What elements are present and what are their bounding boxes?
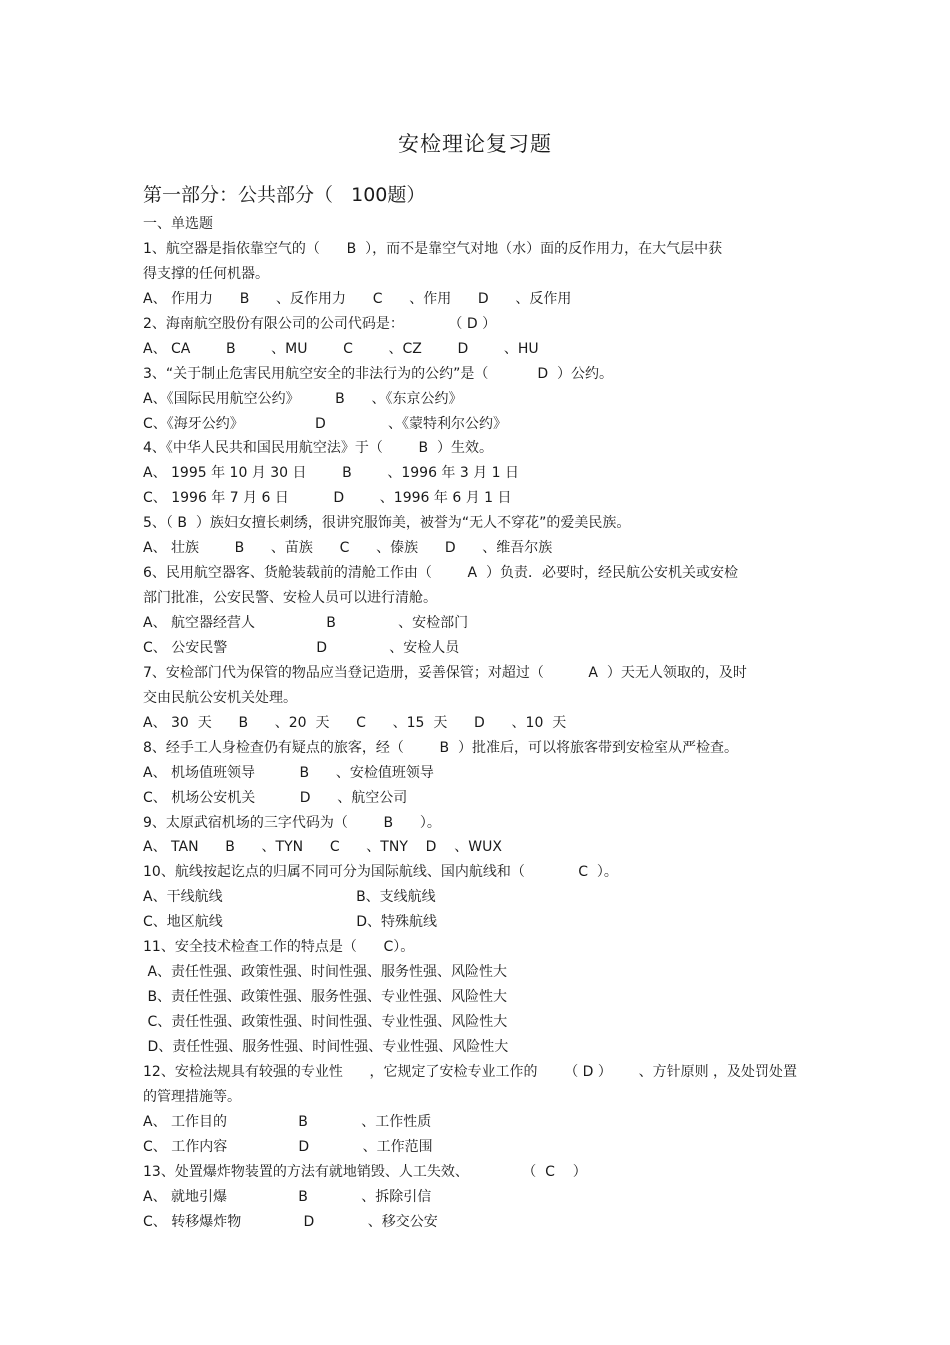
text-line: A、干线航线 B、支线航线 bbox=[143, 889, 436, 906]
text-line: A、 工作目的 B 、工作性质 bbox=[143, 1113, 432, 1130]
text-line: 10、航线按起讫点的归属不同可分为国际航线、国内航线和（ C ）。 bbox=[143, 864, 618, 881]
text-line: 13、处置爆炸物装置的方法有就地销毁、人工失效、 （ C ） bbox=[143, 1163, 587, 1180]
text-line: A、 就地引爆 B 、拆除引信 bbox=[143, 1188, 432, 1205]
text-line: 2、海南航空股份有限公司的公司代码是： （ D ） bbox=[143, 315, 497, 332]
text-line: 得支撑的任何机器。 bbox=[143, 265, 269, 282]
text-line: 9、太原武宿机场的三字代码为（ B ）。 bbox=[143, 814, 441, 831]
text-line: 12、安检法规具有较强的专业性 ，它规定了安检专业工作的 （ D ） 、方针原则 ，及处罚处置 bbox=[143, 1063, 798, 1080]
text-line: A、 机场值班领导 B 、安检值班领导 bbox=[143, 764, 434, 781]
text-line: C、责任性强、政策性强、时间性强、专业性强、风险性大 bbox=[143, 1014, 508, 1030]
text-line: 8、经手工人身检查仍有疑点的旅客，经（ B ）批准后，可以将旅客带到安检室从严检查。 bbox=[143, 739, 739, 756]
text-line: A、 CA B 、MU C 、CZ D 、HU bbox=[143, 340, 539, 357]
text-line: 6、民用航空器客、货舱装载前的清舱工作由（ A ）负责．必要时，经民航公安机关或安检 bbox=[143, 565, 738, 582]
document-title: 安检理论复习题 bbox=[398, 132, 552, 156]
text-line: A、 TAN B 、TYN C 、TNY D 、WUX bbox=[143, 839, 502, 856]
text-line: C、 机场公安机关 D 、航空公司 bbox=[143, 789, 408, 806]
text-line: 部门批准，公安民警、安检人员可以进行清舱。 bbox=[143, 590, 437, 607]
text-line: 4、《中华人民共和国民用航空法》于（ B ）生效。 bbox=[143, 440, 494, 457]
text-line: A、 作用力 B 、反作用力 C 、作用 D 、反作用 bbox=[143, 290, 572, 307]
text-line: 3、“关于制止危害民用航空安全的非法行为的公约”是（ D ）公约。 bbox=[143, 365, 614, 382]
text-line: C、 公安民警 D 、安检人员 bbox=[143, 639, 460, 656]
section-heading: 第一部分：公共部分（ 100题） bbox=[143, 184, 426, 206]
text-line: 1、航空器是指依靠空气的（ B ），而不是靠空气对地（水）面的反作用力，在大气层中获 bbox=[143, 240, 723, 257]
text-line: 5、（ B ）族妇女擅长刺绣，很讲究服饰美，被誉为“无人不穿花”的爱美民族。 bbox=[143, 515, 631, 532]
text-line: C、 工作内容 D 、工作范围 bbox=[143, 1138, 433, 1155]
text-line: D、责任性强、服务性强、时间性强、专业性强、风险性大 bbox=[143, 1038, 509, 1055]
text-line: C、《海牙公约》 D 、《蒙特利尔公约》 bbox=[143, 415, 508, 432]
text-line: B、责任性强、政策性强、服务性强、专业性强、风险性大 bbox=[143, 989, 508, 1006]
question-list bbox=[143, 212, 823, 1234]
text-line: C、 转移爆炸物 D 、移交公安 bbox=[143, 1213, 438, 1230]
text-line: 7、安检部门代为保管的物品应当登记造册，妥善保管；对超过（ A ）天无人领取的，及时 bbox=[143, 664, 747, 681]
text-line: 的管理措施等。 bbox=[143, 1088, 241, 1105]
text-line: 一、单选题 bbox=[143, 216, 213, 232]
text-line: A、 30 天 B 、20 天 C 、15 天 D 、10 天 bbox=[143, 714, 567, 731]
text-line: C、地区航线 D、特殊航线 bbox=[143, 914, 438, 931]
text-line: A、 航空器经营人 B 、安检部门 bbox=[143, 615, 469, 631]
text-line: A、 壮族 B 、苗族 C 、傣族 D 、维吾尔族 bbox=[143, 540, 553, 557]
text-line: 11、安全技术检查工作的特点是（ C）。 bbox=[143, 939, 415, 956]
text-line: C、 1996 年 7 月 6 日 D 、1996 年 6 月 1 日 bbox=[143, 490, 512, 507]
text-line: A、责任性强、政策性强、时间性强、服务性强、风险性大 bbox=[143, 964, 508, 981]
text-line: A、 1995 年 10 月 30 日 B 、1996 年 3 月 1 日 bbox=[143, 465, 520, 482]
text-line: 交由民航公安机关处理。 bbox=[143, 689, 297, 706]
text-line: A、《国际民用航空公约》 B 、《东京公约》 bbox=[143, 390, 463, 407]
